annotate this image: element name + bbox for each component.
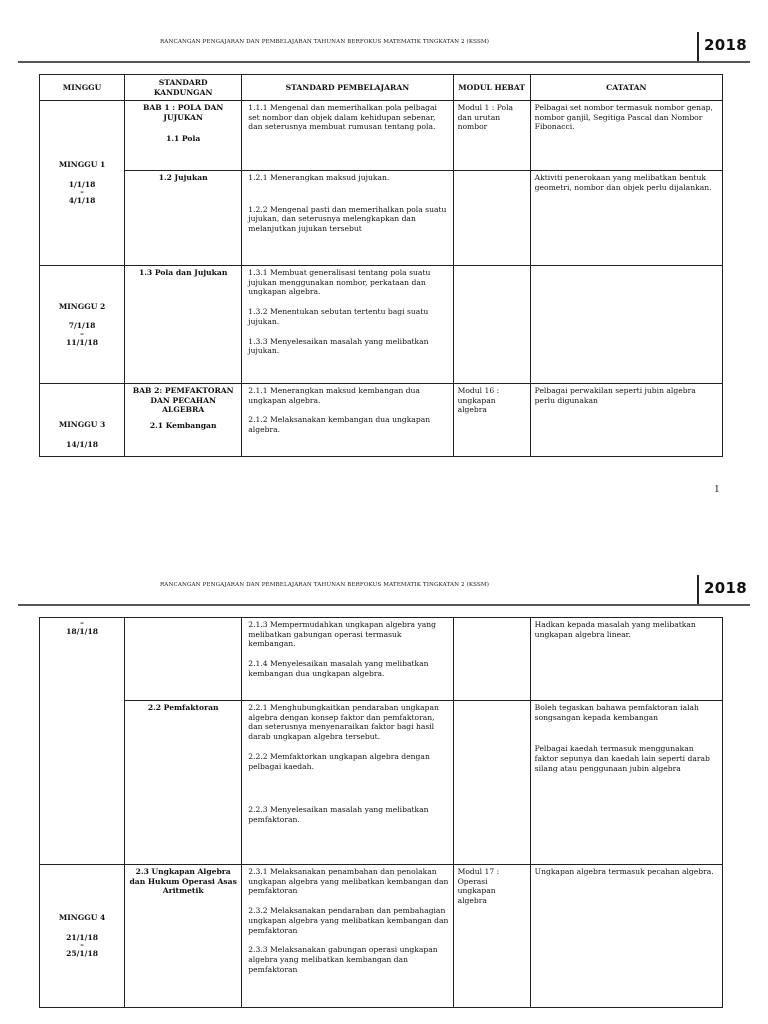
chapter-title: BAB 1 : POLA DAN JUJUKAN [143, 103, 224, 122]
week-label: MINGGU 4 [58, 913, 106, 922]
topic-title: 1.1 Pola [166, 134, 201, 144]
standard-pembelajaran-cell [242, 865, 453, 1008]
col-header-minggu: MINGGU [40, 75, 125, 101]
date-dash: – [80, 940, 84, 950]
year-label: 2018 [704, 579, 747, 597]
table-row [40, 865, 723, 1008]
week-label: MINGGU 2 [58, 301, 106, 311]
standard-pembelajaran-cell [242, 384, 453, 457]
standard-kandungan-cell [125, 701, 242, 865]
learning-standard: 2.1.2 Melaksanakan kembangan dua ungkapan algebra. [248, 415, 431, 435]
week-label: MINGGU 3 [58, 420, 106, 430]
date-dash: – [80, 328, 84, 338]
modul-cell [453, 266, 530, 384]
learning-standard: 2.2.2 Memfaktorkan ungkapan algebra dengan pelbagai kaedah. [248, 751, 430, 771]
standard-pembelajaran-cell [242, 266, 453, 384]
standard-pembelajaran-cell [242, 171, 453, 266]
week-end-date: 18/1/18 [66, 626, 99, 636]
catatan-cell: Pelbagai perwakilan seperti jubin algebra perlu digunakan [530, 384, 722, 457]
modul-cell: Modul 16 : ungkapan algebra [453, 384, 530, 457]
week-label: MINGGU 1 [58, 160, 106, 169]
header-divider [697, 32, 699, 62]
document-title: RANCANGAN PENGAJARAN DAN PEMBELAJARAN TAHUNAN BERFOKUS MATEMATIK TINGKATAN 2 (KSSM) [160, 39, 489, 45]
week-end-date: 11/1/18 [66, 337, 99, 347]
note: Boleh tegaskan bahawa pemfaktoran ialah songsangan kepada kembangan [534, 703, 699, 722]
page-header-1 [0, 32, 768, 64]
date-dash: – [80, 618, 84, 627]
modul-cell: Modul 17 : Operasi ungkapan algebra [453, 865, 530, 1008]
learning-standard: 1.1.1 Mengenal dan memerihalkan pola pelbagai set nombor dan objek dalam kehidupan sebenar, dan seterusnya membuat rumusan tentang pola. [248, 103, 437, 132]
week-start-date: 1/1/18 [68, 179, 96, 189]
standard-kandungan-cell [125, 865, 242, 1008]
catatan-cell: Pelbagai set nombor termasuk nombor genap, nombor ganjil, Segitiga Pascal dan Nombor Fibonacci. [530, 101, 722, 171]
table-header-row [40, 75, 723, 101]
week-start-date: 21/1/18 [66, 932, 99, 942]
week-start-date: 14/1/18 [66, 440, 99, 449]
learning-standard: 1.2.1 Menerangkan maksud jujukan. [248, 173, 390, 182]
standard-pembelajaran-cell [242, 101, 453, 171]
catatan-cell: Aktiviti penerokaan yang melibatkan bentuk geometri, nombor dan objek perlu dijalankan. [530, 171, 722, 266]
topic-title: 1.3 Pola dan Jujukan [139, 268, 228, 277]
year-label: 2018 [704, 36, 747, 54]
header-rule [18, 61, 750, 63]
standard-kandungan-cell [125, 618, 242, 701]
header-divider [697, 575, 699, 605]
learning-standard: 1.3.3 Menyelesaikan masalah yang melibatkan jujukan. [248, 336, 429, 356]
standard-kandungan-cell [125, 101, 242, 171]
learning-standard: 2.3.2 Melaksanakan pendaraban dan pembahagian ungkapan algebra yang melibatkan kembangan dan pemfaktoran [248, 906, 449, 935]
week-cell [40, 101, 125, 266]
week-cell [40, 865, 125, 1008]
learning-standard: 2.1.4 Menyelesaikan masalah yang melibatkan kembangan dua ungkapan algebra. [248, 659, 429, 678]
learning-standard: 2.3.3 Melaksanakan gabungan operasi ungkapan algebra yang melibatkan kembangan dan pemfaktoran [248, 945, 438, 974]
topic-title: 2.3 Ungkapan Algebra dan Hukum Operasi Asas Aritmetik [129, 867, 237, 896]
table-row [40, 171, 723, 266]
week-end-date: 4/1/18 [68, 196, 96, 206]
modul-cell [453, 171, 530, 266]
learning-standard: 2.1.1 Menerangkan maksud kembangan dua ungkapan algebra. [248, 386, 420, 405]
table-row [40, 618, 723, 701]
week-start-date: 7/1/18 [68, 321, 96, 331]
plan-table-page-1 [39, 74, 723, 457]
learning-standard: 1.3.1 Membuat generalisasi tentang pola suatu jujukan menggunakan nombor, perkataan dan ungkapan algebra. [248, 268, 431, 297]
header-rule [18, 604, 750, 606]
modul-cell [453, 701, 530, 865]
topic-title: 2.1 Kembangan [149, 421, 217, 431]
learning-standard: 2.3.1 Melaksanakan penambahan dan penolakan ungkapan algebra yang melibatkan kembangan dan pemfaktoran [248, 867, 449, 896]
learning-standard: 2.2.1 Menghubungkaitkan pendaraban ungkapan algebra dengan konsep faktor dan pemfaktoran, dan seterusnya menyenaraikan faktor bagi hasil darab ungkapan algebra tersebut. [248, 703, 439, 742]
page-header-2 [0, 575, 768, 607]
week-end-date: 25/1/18 [66, 949, 99, 959]
week-cell [40, 384, 125, 457]
modul-cell: Modul 1 : Pola dan urutan nombor [453, 101, 530, 171]
table-row [40, 701, 723, 865]
plan-table-page-2 [39, 617, 723, 1008]
col-header-modul-hebat: MODUL HEBAT [453, 75, 530, 101]
catatan-cell: Ungkapan algebra termasuk pecahan algebra. [530, 865, 722, 1008]
table-row [40, 384, 723, 457]
date-dash: – [80, 187, 84, 197]
learning-standard: 2.2.3 Menyelesaikan masalah yang melibatkan pemfaktoran. [248, 805, 429, 825]
catatan-cell [530, 701, 722, 865]
col-header-standard-kandungan: STANDARD KANDUNGAN [125, 75, 242, 101]
topic-title: 1.2 Jujukan [158, 173, 208, 182]
table-row [40, 101, 723, 171]
col-header-catatan: CATATAN [530, 75, 722, 101]
standard-pembelajaran-cell [242, 701, 453, 865]
standard-kandungan-cell [125, 384, 242, 457]
learning-standard: 1.2.2 Mengenal pasti dan memerihalkan pola suatu jujukan, dan seterusnya melengkapkan dan melanjutkan jujukan tersebut [248, 204, 447, 234]
catatan-cell [530, 266, 722, 384]
table-row [40, 266, 723, 384]
note: Pelbagai kaedah termasuk menggunakan faktor sepunya dan kaedah lain seperti darab silang atau penggunaan jubin algebra [534, 744, 710, 773]
standard-kandungan-cell [125, 266, 242, 384]
document-title: RANCANGAN PENGAJARAN DAN PEMBELAJARAN TAHUNAN BERFOKUS MATEMATIK TINGKATAN 2 (KSSM) [160, 582, 489, 588]
catatan-cell: Hadkan kepada masalah yang melibatkan ungkapan algebra linear. [530, 618, 722, 701]
standard-kandungan-cell [125, 171, 242, 266]
chapter-title: BAB 2: PEMFAKTORAN DAN PECAHAN ALGEBRA [132, 386, 234, 415]
col-header-standard-pembelajaran: STANDARD PEMBELAJARAN [242, 75, 453, 101]
learning-standard: 2.1.3 Mempermudahkan ungkapan algebra yang melibatkan gabungan operasi termasuk kembangan. [248, 620, 437, 649]
standard-pembelajaran-cell [242, 618, 453, 701]
modul-cell [453, 618, 530, 701]
page-number: 1 [714, 483, 720, 495]
week-cell [40, 266, 125, 384]
topic-title: 2.2 Pemfaktoran [147, 703, 219, 712]
week-cell [40, 618, 125, 865]
learning-standard: 1.3.2 Menentukan sebutan tertentu bagi suatu jujukan. [248, 307, 429, 326]
